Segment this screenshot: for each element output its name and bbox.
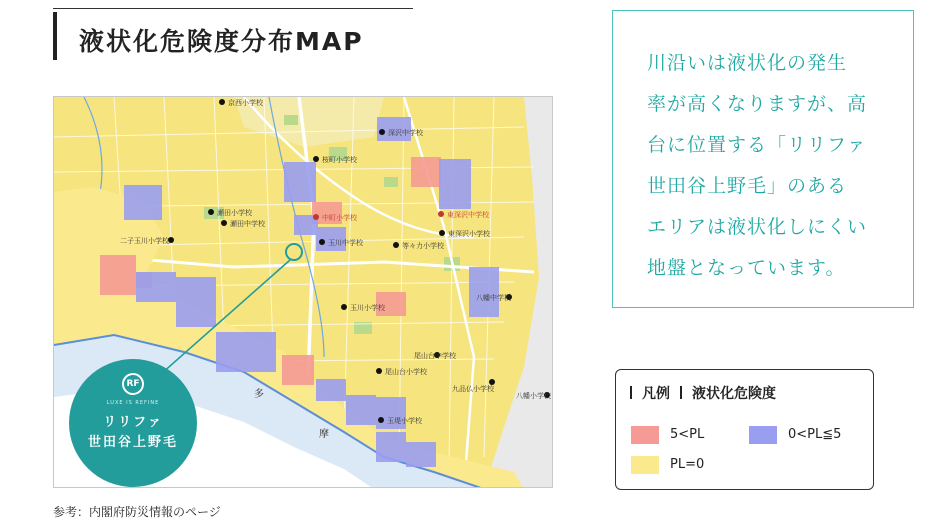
school-pin xyxy=(439,230,445,236)
school-pin xyxy=(313,156,319,162)
park xyxy=(284,115,298,125)
school-label: 八幡中学校 xyxy=(476,294,511,302)
school-label: 瀬田小学校 xyxy=(217,209,252,217)
title-block xyxy=(53,8,413,60)
page-title: 液状化危険度分布MAP xyxy=(79,27,364,56)
legend-label-low: 0<PL≦5 xyxy=(788,427,842,442)
school-pin xyxy=(313,214,319,220)
school-label: 深沢中学校 xyxy=(388,129,423,137)
description-line: 率が高くなりますが、高 xyxy=(647,93,868,115)
legend-separator xyxy=(680,386,682,399)
school-label: 桜町小学校 xyxy=(322,156,357,164)
school-label: 玉川中学校 xyxy=(328,239,363,247)
school-label: 九品仏小学校 xyxy=(452,385,494,393)
legend-title-right: 液状化危険度 xyxy=(692,386,776,402)
school-pin xyxy=(219,99,225,105)
legend-title-left: 凡例 xyxy=(642,386,670,402)
reliffa-logo: RF xyxy=(122,373,144,395)
school-label: 二子玉川小学校 xyxy=(120,237,169,245)
school-pin xyxy=(319,239,325,245)
description-line: エリアは液状化しにくい xyxy=(647,216,868,238)
legend-swatch-high xyxy=(631,426,659,444)
school-pin xyxy=(208,209,214,215)
river-label: 多 xyxy=(254,389,264,400)
source-caption: 参考：内閣府防災情報のページ xyxy=(53,505,221,519)
title-rule xyxy=(53,8,413,9)
description-panel xyxy=(612,10,914,308)
school-pin xyxy=(376,368,382,374)
school-label: 中町小学校 xyxy=(322,214,357,222)
school-pin xyxy=(379,129,385,135)
legend-separator xyxy=(630,386,632,399)
legend-label-high: 5<PL xyxy=(670,427,705,442)
legend-swatch-low xyxy=(749,426,777,444)
school-label: 東深沢中学校 xyxy=(447,211,489,219)
badge-name-line1: リリファ xyxy=(103,415,163,430)
property-badge xyxy=(69,359,197,487)
school-pin xyxy=(341,304,347,310)
school-label: 等々力小学校 xyxy=(402,242,444,250)
badge-name-line2: 世田谷上野毛 xyxy=(87,435,178,450)
school-label: 玉川小学校 xyxy=(350,304,385,312)
school-pin xyxy=(221,220,227,226)
school-pin xyxy=(378,417,384,423)
badge-subtitle: LUXE IS REFINE xyxy=(106,400,160,406)
map-legend xyxy=(615,369,874,490)
description-line: 地盤となっています。 xyxy=(647,257,846,279)
description-line: 川沿いは液状化の発生 xyxy=(647,52,848,74)
legend-title xyxy=(630,383,776,403)
school-pin xyxy=(393,242,399,248)
description-line: 台に位置する「リリファ xyxy=(647,134,867,156)
school-label: 玉堤小学校 xyxy=(387,417,422,425)
school-label: 京西小学校 xyxy=(228,99,263,107)
river-label: 摩 xyxy=(319,429,329,440)
school-label: 尾山台中学校 xyxy=(414,352,456,360)
school-label: 東深沢小学校 xyxy=(448,230,490,238)
park xyxy=(384,177,398,187)
title-accent-bar xyxy=(53,12,57,60)
school-label: 瀬田中学校 xyxy=(230,220,265,228)
school-label: 八幡小学校 xyxy=(516,392,551,400)
school-pin xyxy=(438,211,444,217)
description-line: 世田谷上野毛」のある xyxy=(647,175,848,197)
school-label: 尾山台小学校 xyxy=(385,368,427,376)
legend-label-none: PL=0 xyxy=(670,457,705,472)
legend-swatch-none xyxy=(631,456,659,474)
